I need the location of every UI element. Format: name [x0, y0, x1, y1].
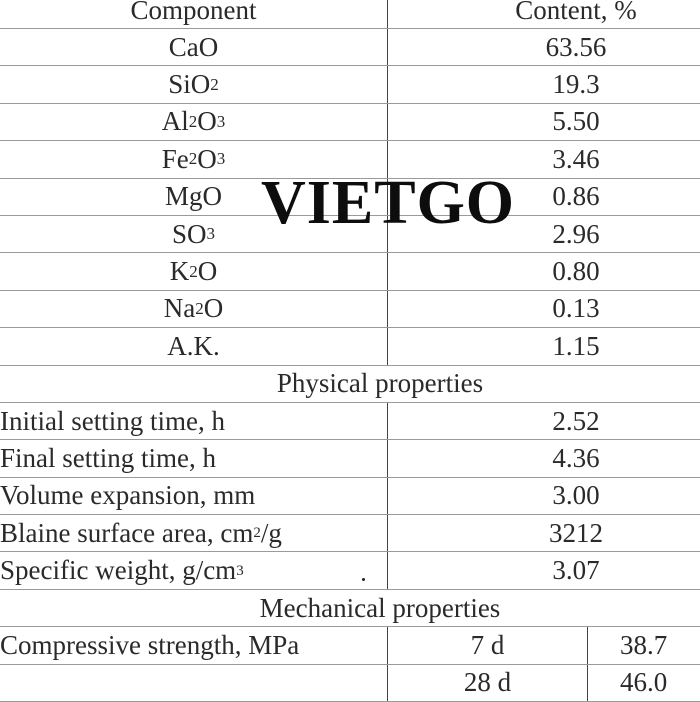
section-heading-row: [0, 590, 700, 627]
property-value: 3212: [549, 517, 603, 548]
content-column-header: Content, %: [515, 0, 637, 25]
table-row: [0, 29, 700, 66]
content-value: 2.96: [552, 218, 600, 249]
property-label: Compressive strength, MPa: [0, 627, 388, 663]
component-name: A.K.: [0, 328, 388, 364]
table-row: [0, 627, 700, 664]
table-row: [0, 552, 700, 589]
content-value: 0.13: [552, 293, 600, 324]
property-label: Blaine surface area, cm 2 /g: [0, 515, 388, 551]
component-name: K 2 O: [0, 253, 388, 289]
property-label: Final setting time, h: [0, 440, 388, 476]
component-name: Na 2 O: [0, 291, 388, 327]
table-row: [0, 104, 700, 141]
property-label: Initial setting time, h: [0, 403, 388, 439]
content-value: 19.3: [552, 69, 600, 100]
property-value: 4.36: [552, 442, 600, 473]
mechanical-properties-heading: Mechanical properties: [259, 592, 501, 623]
content-value: 63.56: [545, 31, 607, 62]
property-label: Volume expansion, mm: [0, 478, 388, 514]
table-row: [0, 515, 700, 552]
table-row: [0, 440, 700, 477]
table-row: [0, 66, 700, 103]
table-header-row: [0, 0, 700, 29]
table-row: [0, 216, 700, 253]
component-name: Fe 2 O 3: [0, 141, 388, 177]
component-name: CaO: [0, 29, 388, 65]
content-value: 0.86: [552, 181, 600, 212]
table-row: [0, 478, 700, 515]
content-value: 0.80: [552, 256, 600, 287]
table-row: [0, 253, 700, 290]
vietgo-watermark: VIETGO: [260, 168, 516, 237]
property-value: 3.00: [552, 480, 600, 511]
component-name: SO 3: [0, 216, 388, 252]
property-value: 3.07: [552, 555, 600, 586]
table-row: [0, 179, 700, 216]
strength-value: 38.7: [620, 629, 668, 660]
physical-properties-heading: Physical properties: [276, 368, 484, 399]
property-label-empty: [0, 665, 388, 701]
table-row: [0, 328, 700, 365]
component-column-header: Component: [0, 0, 388, 28]
component-name: SiO 2: [0, 66, 388, 102]
content-value: 3.46: [552, 143, 600, 174]
scan-speck: [362, 578, 365, 581]
property-label: Specific weight, g/cm 3: [0, 552, 388, 588]
section-heading-row: [0, 366, 700, 403]
component-name: MgO: [0, 179, 388, 215]
table-row: [0, 403, 700, 440]
component-name: Al 2 O 3: [0, 104, 388, 140]
strength-value: 46.0: [620, 667, 668, 698]
table-row: [0, 665, 700, 702]
age-value: 7 d: [388, 627, 588, 663]
table-row: [0, 141, 700, 178]
content-value: 5.50: [552, 106, 600, 137]
content-value: 1.15: [552, 330, 600, 361]
age-value: 28 d: [388, 665, 588, 701]
property-value: 2.52: [552, 405, 600, 436]
table-row: [0, 291, 700, 328]
